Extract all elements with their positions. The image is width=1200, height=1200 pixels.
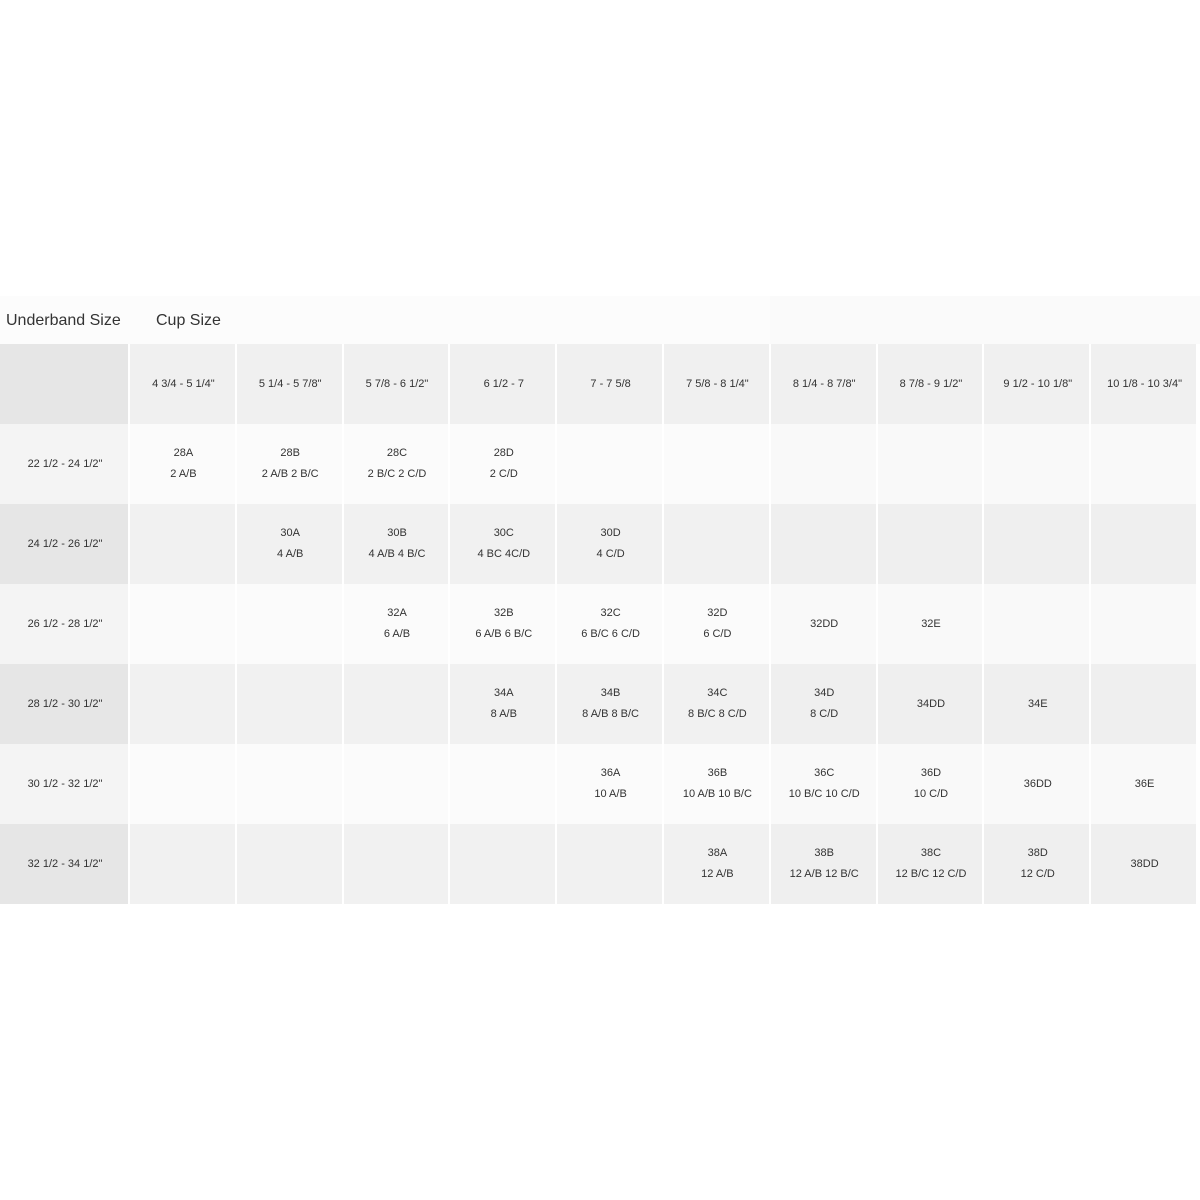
band-cup-size: 36D [920, 767, 942, 779]
underband-size-cell: 32 1/2 - 34 1/2" [0, 824, 130, 904]
size-cell [984, 824, 1091, 904]
band-cup-size: 32B [494, 607, 514, 619]
band-cup-size: 36B [707, 767, 728, 779]
size-cell [878, 824, 985, 904]
size-cell [1091, 584, 1198, 664]
table-row [0, 664, 1198, 744]
band-cup-size: 32A [387, 607, 407, 619]
size-cell [664, 824, 771, 904]
alt-size: 2 C/D [489, 468, 518, 480]
size-cell [664, 424, 771, 504]
cup-range-header: 5 1/4 - 5 7/8" [237, 344, 344, 424]
size-cell [664, 664, 771, 744]
alt-size: 8 A/B [490, 708, 517, 720]
band-cup-size: 28D [493, 447, 514, 459]
alt-size: 8 A/B 8 B/C [582, 708, 640, 720]
size-cell [1091, 664, 1198, 744]
size-cell [664, 584, 771, 664]
size-cell [1091, 504, 1198, 584]
size-cell [557, 664, 664, 744]
size-cell [984, 584, 1091, 664]
cup-range-header: 7 5/8 - 8 1/4" [664, 344, 771, 424]
band-cup-size: 34E [1027, 697, 1048, 710]
size-cell [450, 664, 557, 744]
alt-size: 12 C/D [1020, 868, 1055, 880]
band-cup-size: 28C [386, 447, 408, 459]
size-cell [450, 424, 557, 504]
band-cup-size: 28B [280, 447, 300, 459]
size-cell [130, 584, 237, 664]
alt-size: 4 BC 4C/D [477, 548, 531, 560]
size-cell [557, 424, 664, 504]
size-cell [984, 664, 1091, 744]
size-cell [1091, 824, 1198, 904]
size-cell [557, 824, 664, 904]
cup-range-header: 8 1/4 - 8 7/8" [771, 344, 878, 424]
underband-size-cell: 30 1/2 - 32 1/2" [0, 744, 130, 824]
size-cell [450, 584, 557, 664]
size-cell [450, 824, 557, 904]
title-row-shade [770, 296, 1200, 344]
size-cell [878, 584, 985, 664]
size-cell [344, 424, 451, 504]
size-cell [771, 504, 878, 584]
band-cup-size: 28A [173, 447, 194, 459]
size-cell [344, 744, 451, 824]
alt-size: 2 A/B 2 B/C [261, 468, 319, 480]
cup-range-header: 10 1/8 - 10 3/4" [1091, 344, 1198, 424]
band-cup-size: 34D [814, 687, 835, 699]
cup-range-header: 8 7/8 - 9 1/2" [878, 344, 985, 424]
alt-size: 6 A/B 6 B/C [475, 628, 533, 640]
size-cell [984, 424, 1091, 504]
size-cell [344, 504, 451, 584]
size-cell [130, 664, 237, 744]
underband-size-cell: 22 1/2 - 24 1/2" [0, 424, 130, 504]
size-table-body [0, 344, 1198, 904]
size-table [0, 344, 1198, 904]
band-cup-size: 30C [493, 527, 514, 539]
alt-size: 12 B/C 12 C/D [895, 868, 967, 880]
table-row [0, 744, 1198, 824]
size-cell [771, 824, 878, 904]
band-cup-size: 38C [920, 847, 942, 859]
band-cup-size: 38D [1027, 847, 1048, 859]
table-row [0, 504, 1198, 584]
band-cup-size: 30A [280, 527, 300, 539]
size-cell [344, 584, 451, 664]
size-cell [130, 744, 237, 824]
size-cell [984, 504, 1091, 584]
alt-size: 12 A/B 12 B/C [789, 868, 859, 880]
size-cell [771, 424, 878, 504]
size-cell [450, 504, 557, 584]
band-cup-size: 38A [707, 847, 728, 859]
band-cup-size: 30B [387, 527, 407, 539]
header-corner-cell [0, 344, 130, 424]
cup-size-label: Cup Size [156, 312, 221, 329]
alt-size: 10 B/C 10 C/D [788, 788, 860, 800]
size-cell [450, 744, 557, 824]
size-cell [344, 824, 451, 904]
size-cell [237, 584, 344, 664]
size-cell [237, 664, 344, 744]
cup-range-header: 7 - 7 5/8 [557, 344, 664, 424]
band-cup-size: 32DD [810, 617, 839, 630]
band-cup-size: 36A [600, 767, 621, 779]
alt-size: 2 A/B [170, 468, 197, 480]
size-cell [878, 424, 985, 504]
band-cup-size: 38B [814, 847, 834, 859]
size-cell [130, 504, 237, 584]
size-cell [878, 744, 985, 824]
size-cell [664, 504, 771, 584]
size-cell [237, 744, 344, 824]
band-cup-size: 36C [814, 767, 835, 779]
alt-size: 6 C/D [703, 628, 732, 640]
band-cup-size: 36E [1134, 777, 1155, 790]
band-cup-size: 32D [707, 607, 728, 619]
size-cell [130, 824, 237, 904]
size-cell [771, 584, 878, 664]
alt-size: 8 B/C 8 C/D [688, 708, 747, 720]
band-cup-size: 34A [494, 687, 514, 699]
size-cell [878, 504, 985, 584]
alt-size: 2 B/C 2 C/D [367, 468, 427, 480]
table-row [0, 824, 1198, 904]
underband-size-cell: 28 1/2 - 30 1/2" [0, 664, 130, 744]
cup-range-header: 5 7/8 - 6 1/2" [344, 344, 451, 424]
size-cell [130, 424, 237, 504]
size-cell [557, 584, 664, 664]
size-cell [557, 504, 664, 584]
band-cup-size: 32C [600, 607, 621, 619]
band-cup-size: 30D [600, 527, 621, 539]
alt-size: 12 A/B [701, 868, 734, 880]
size-cell [984, 744, 1091, 824]
band-cup-size: 36DD [1023, 777, 1052, 790]
underband-size-cell: 26 1/2 - 28 1/2" [0, 584, 130, 664]
table-row [0, 584, 1198, 664]
band-cup-size: 34C [707, 687, 728, 699]
cup-range-header-row [0, 344, 1198, 424]
alt-size: 10 A/B 10 B/C [682, 788, 752, 800]
underband-size-label: Underband Size [6, 312, 121, 329]
alt-size: 4 A/B [277, 548, 304, 560]
size-cell [771, 664, 878, 744]
table-row [0, 424, 1198, 504]
cup-range-header: 9 1/2 - 10 1/8" [984, 344, 1091, 424]
chart-title-row [0, 296, 1200, 344]
alt-size: 6 B/C 6 C/D [581, 628, 640, 640]
alt-size: 4 C/D [596, 548, 625, 560]
size-cell [1091, 424, 1198, 504]
size-cell [237, 504, 344, 584]
size-cell [557, 744, 664, 824]
size-cell [771, 744, 878, 824]
band-cup-size: 34B [600, 687, 621, 699]
size-cell [664, 744, 771, 824]
size-chart [0, 296, 1200, 904]
size-cell [878, 664, 985, 744]
band-cup-size: 34DD [916, 697, 946, 710]
alt-size: 6 A/B [383, 628, 411, 640]
size-cell [237, 824, 344, 904]
size-cell [237, 424, 344, 504]
alt-size: 4 A/B 4 B/C [368, 548, 426, 560]
underband-size-cell: 24 1/2 - 26 1/2" [0, 504, 130, 584]
size-cell [1091, 744, 1198, 824]
band-cup-size: 38DD [1130, 857, 1159, 870]
band-cup-size: 32E [921, 617, 941, 630]
cup-range-header: 6 1/2 - 7 [450, 344, 557, 424]
size-cell [344, 664, 451, 744]
alt-size: 10 A/B [594, 788, 627, 800]
alt-size: 8 C/D [810, 708, 839, 720]
cup-range-header: 4 3/4 - 5 1/4" [130, 344, 237, 424]
alt-size: 10 C/D [913, 788, 949, 800]
